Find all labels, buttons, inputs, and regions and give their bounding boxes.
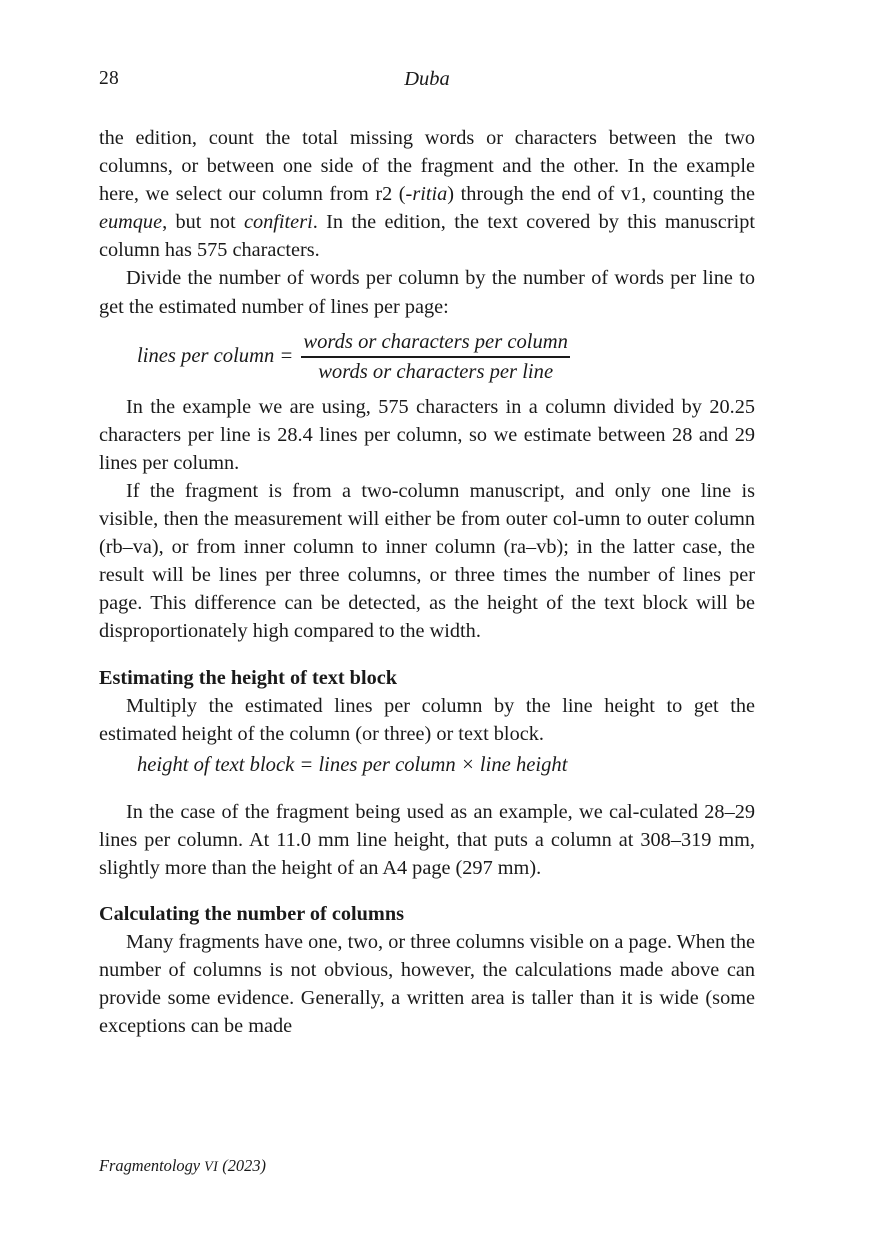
running-head	[99, 68, 755, 98]
running-head-title: Duba	[404, 68, 450, 90]
formula1-fraction	[301, 329, 570, 385]
paragraph-many-fragments: Many fragments have one, two, or three columns visible on a page. When the number of columns is not obvious, however, the calculations made above can provide some evidence. Generally, a written area is taller than it is wide (some exceptions can be made	[99, 931, 755, 1038]
para1-italic-ritia: ritia	[412, 183, 448, 206]
formula1-denominator: words or characters per line	[318, 360, 554, 383]
page-number: 28	[99, 68, 119, 89]
formula-height-of-text-block	[99, 748, 755, 798]
text-block	[99, 124, 755, 1041]
paragraph-two-column-measurement: If the fragment is from a two-column manuscript, and only one line is visible, then the measurement will either be from outer col-umn to outer column (rb–va), or from inner column to inner column (ra–vb); in the latter case, the result will be lines per three columns, or three times the number of lines per page. This difference can be detected, as the height of the text block will be disproportionately high compared to the width.	[99, 479, 755, 643]
formula2-expression: height of text block = lines per column × line height	[137, 753, 568, 776]
para1-italic-confiteri: confiteri	[244, 211, 313, 234]
spacer	[99, 646, 755, 664]
formula1-lhs: lines per column =	[137, 345, 294, 368]
heading-calculating-columns: Calculating the number of columns	[99, 903, 404, 926]
paragraph-continuation	[99, 124, 755, 264]
footer-volume: VI	[204, 1159, 219, 1175]
para1-part2: ) through the end of v1, counting the	[447, 183, 755, 206]
formula-lines-per-column	[99, 321, 755, 393]
footer-year: (2023)	[222, 1156, 266, 1175]
paragraph-example-calculation: In the example we are using, 575 characters in a column divided by 20.25 characters per line is 28.4 lines per column, so we estimate between 28 and 29 lines per column.	[99, 395, 755, 474]
paragraph-divide: Divide the number of words per column by the number of words per line to get the estimated number of lines per page:	[99, 267, 755, 318]
spacer	[99, 882, 755, 900]
paragraph-fragment-case: In the case of the fragment being used as an example, we cal-culated 28–29 lines per column. At 11.0 mm line height, that puts a column at 308–319 mm, slightly more than the height of an A4 page (297 mm).	[99, 800, 755, 879]
formula-row	[137, 329, 570, 385]
para1-italic-eumque: eumque	[99, 211, 163, 234]
paragraph-multiply-lines: Multiply the estimated lines per column by the line height to get the estimated height of the column (or three) or text block.	[99, 694, 755, 745]
footer-journal: Fragmentology	[99, 1156, 201, 1175]
para1-part4: . In the edition, the text covered by this manuscript column has 575 characters.	[99, 211, 755, 262]
para1-part1: the edition, count the total missing words or characters between the two columns, or between one side of the fragment and the other. In the example here, we select our column from r2 (-	[99, 127, 755, 206]
footer	[99, 1156, 266, 1176]
formula1-numerator: words or characters per column	[303, 330, 568, 353]
heading-estimating-height: Estimating the height of text block	[99, 666, 398, 689]
para1-part3: , but not	[162, 211, 244, 234]
